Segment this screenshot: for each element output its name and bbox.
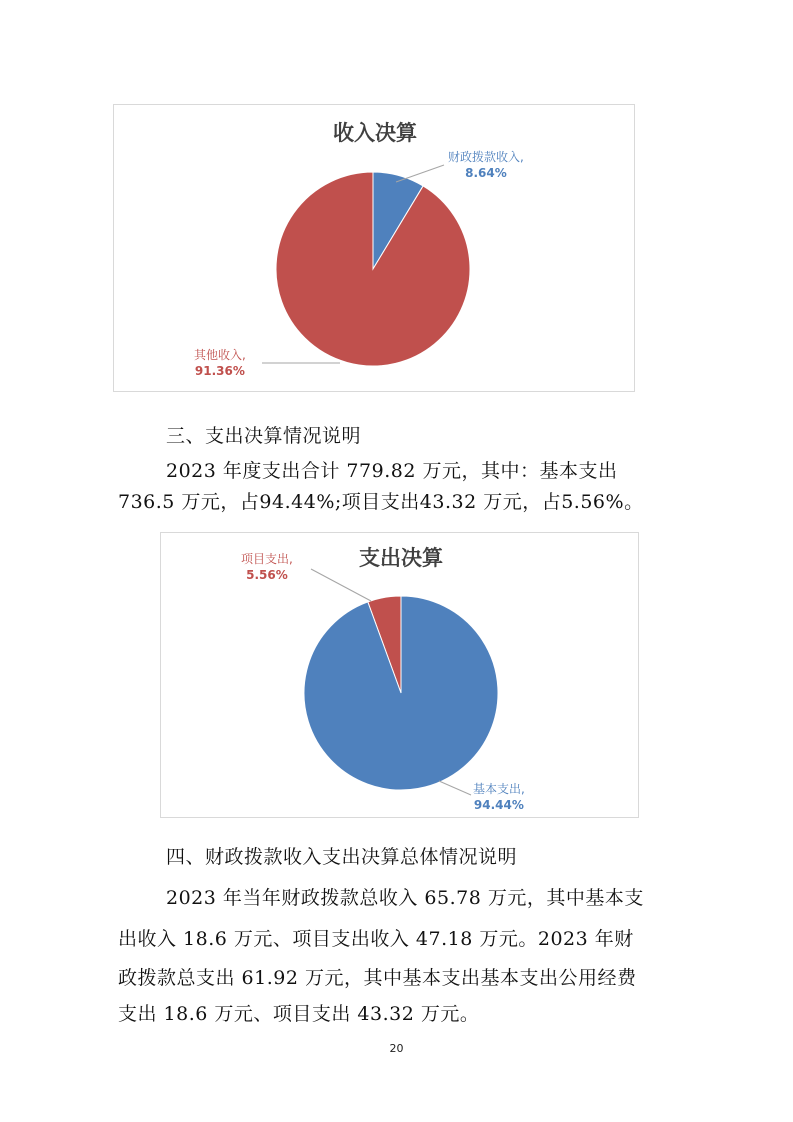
expense-pie (161, 533, 640, 819)
section3-heading: 三、支出决算情况说明 (166, 425, 362, 447)
pie-slice-2 (304, 596, 498, 790)
leader-line-1 (311, 569, 371, 601)
pie-label-name: 其他收入, (194, 348, 246, 362)
pie-label-fiscal-income (448, 149, 524, 181)
income-pie (114, 105, 636, 393)
paragraph-line: 出收入 18.6 万元、项目支出收入 47.18 万元。2023 年财 (118, 928, 634, 950)
paragraph-line: 736.5 万元，占94.44%;项目支出43.32 万元，占5.56%。 (118, 491, 644, 513)
pie-label-pct: 94.44% (473, 798, 524, 812)
paragraph-line: 2023 年度支出合计 779.82 万元，其中：基本支出 (166, 460, 618, 482)
paragraph-line: 2023 年当年财政拨款总收入 65.78 万元，其中基本支 (166, 887, 644, 909)
pie-label-pct: 8.64% (465, 166, 507, 180)
page-number: 20 (389, 1042, 404, 1055)
expense-chart (160, 532, 639, 818)
pie-label-name: 财政拨款收入, (448, 150, 524, 164)
income-chart (113, 104, 635, 392)
paragraph-line: 政拨款总支出 61.92 万元，其中基本支出基本支出公用经费 (118, 967, 637, 989)
chart-title: 支出决算 (359, 546, 443, 570)
section4-heading: 四、财政拨款收入支出决算总体情况说明 (166, 846, 518, 868)
pie-label-basic-expense (473, 781, 525, 813)
leader-line-1 (396, 165, 444, 182)
pie-label-name: 基本支出, (473, 782, 525, 796)
paragraph-line: 支出 18.6 万元、项目支出 43.32 万元。 (118, 1003, 480, 1025)
pie-label-pct: 5.56% (246, 568, 288, 582)
leader-line-2 (439, 781, 471, 795)
pie-label-pct: 91.36% (194, 364, 245, 378)
pie-slice-2 (276, 172, 470, 366)
pie-label-name: 项目支出, (241, 552, 293, 566)
pie-label-project-expense (241, 551, 293, 583)
pie-label-other-income (194, 347, 246, 379)
chart-title: 收入决算 (333, 121, 417, 145)
